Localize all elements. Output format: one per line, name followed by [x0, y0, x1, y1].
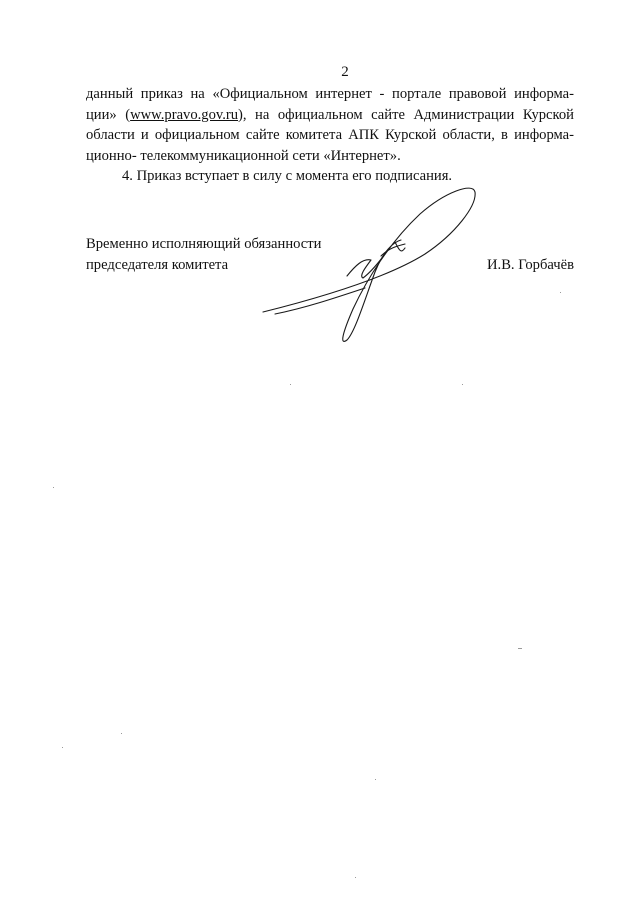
paragraph-4: 4. Приказ вступает в силу с момента его подписания.: [122, 168, 453, 184]
body-line-3: области и официальном сайте комитета АПК Курской области, в информа-: [86, 127, 574, 143]
body-text: [86, 84, 574, 187]
scan-speck: [62, 747, 63, 748]
scan-speck: [355, 877, 356, 878]
page-number: 2: [341, 64, 349, 80]
body-line-2-end: ), на официальном сайте Администрации Курской: [238, 106, 574, 123]
scan-speck: [53, 487, 54, 488]
scan-speck: [518, 648, 522, 649]
scan-speck: [290, 384, 291, 385]
scan-speck: [462, 384, 463, 385]
body-line-1: данный приказ на «Официальном интернет - портале правовой информа-: [86, 86, 574, 102]
signatory-position-line-1: Временно исполняющий обязанности: [86, 236, 322, 252]
scan-speck: [560, 292, 561, 293]
scan-speck: [121, 733, 122, 734]
body-line-2: [86, 105, 574, 126]
body-line-2-start: ции» (: [86, 106, 131, 123]
scan-speck: [375, 779, 376, 780]
signatory-position-line-2: председателя комитета: [86, 256, 229, 273]
signatory-name: И.В. Горбачёв: [487, 256, 574, 273]
pravo-link[interactable]: www.pravo.gov.ru: [130, 106, 239, 123]
body-line-4: ционно- телекоммуникационной сети «Интернет».: [86, 147, 401, 164]
handwritten-signature: [255, 184, 495, 344]
